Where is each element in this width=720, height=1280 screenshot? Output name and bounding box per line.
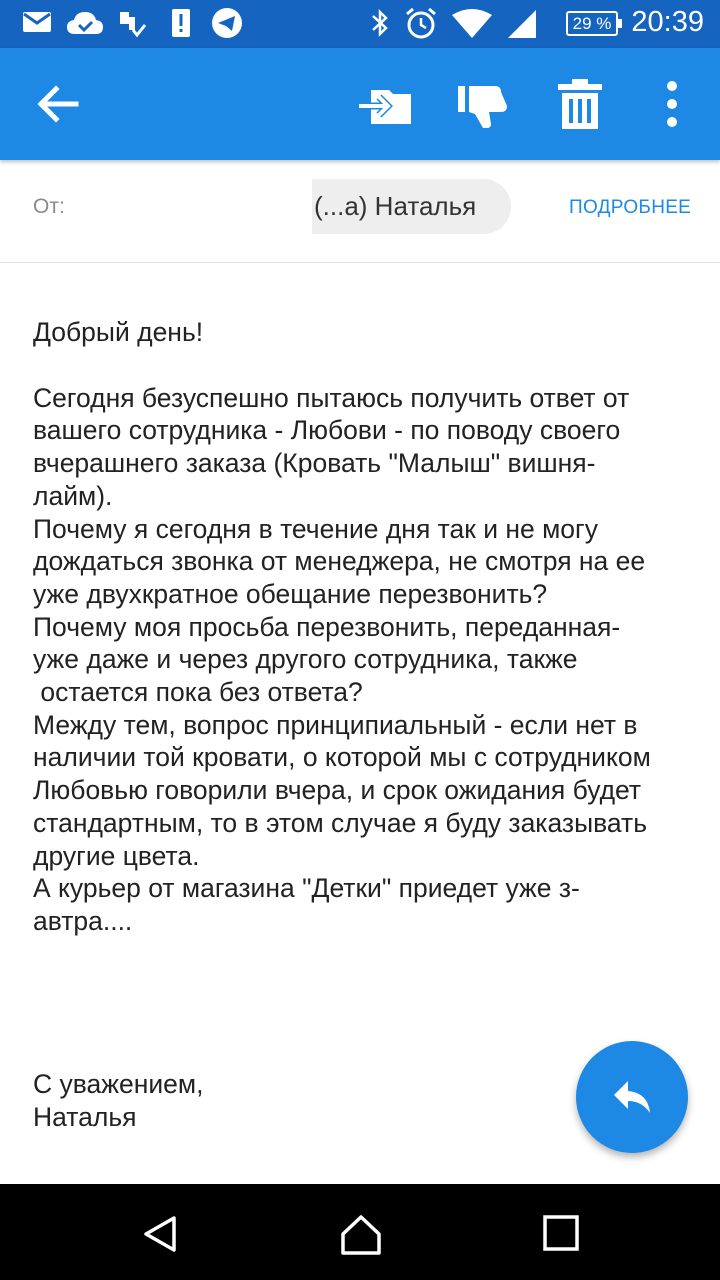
message-line: уже даже и через другого сотрудника, также [33,644,578,675]
move-to-folder-icon[interactable] [357,76,413,132]
sender-row [0,162,720,263]
signature-name: Наталья [33,1102,137,1132]
back-arrow-icon[interactable] [30,76,86,132]
message-line: дождаться звонка от менеджера, не смотря на ее [33,546,646,577]
status-bar [0,0,720,48]
spam-thumbs-down-icon[interactable] [455,76,511,132]
message-body [33,316,703,938]
message-line: стандартным, то в этом случае я буду заказывать [33,807,648,838]
navigation-bar [0,1184,720,1280]
app-bar [0,48,720,160]
greeting: Добрый день! [33,317,204,347]
more-vert-icon[interactable] [644,76,700,132]
battery-icon [566,11,618,36]
reply-icon [612,1079,652,1115]
clock: 20:39 [631,6,704,38]
message-line: автра.... [33,905,133,936]
nav-back-icon[interactable] [140,1214,180,1254]
message-line: лайм). [33,480,113,511]
sim-alert-icon [170,8,192,38]
message-line: Почему я сегодня в течение дня так и не могу [33,513,598,544]
message-line: Почему моя просьба перезвонить, переданная- [33,611,621,642]
reply-button[interactable] [576,1041,688,1153]
bluetooth-icon [370,8,390,38]
message-line: другие цвета. [33,840,200,871]
message-line: наличии той кровати, о которой мы с сотрудником [33,742,651,773]
sender-chip[interactable]: (...а) Наталья [312,179,511,234]
message-line: вашего сотрудника - Любови - по поводу своего [33,415,621,446]
usb-debug-icon [118,10,146,38]
cloud-sync-icon [66,10,104,36]
nav-home-icon[interactable] [340,1214,382,1256]
message-line: Между тем, вопрос принципиальный - если нет в [33,709,638,740]
from-label: От: [33,195,65,218]
message-line: Любовью говорили вчера, и срок ожидания будет [33,775,642,806]
message-line: остается пока без ответа? [33,677,363,708]
trash-icon[interactable] [552,76,608,132]
message-line: уже двухкратное обещание перезвонить? [33,578,548,609]
message-line: Сегодня безуспешно пытаюсь получить ответ от [33,382,630,413]
wifi-icon [452,9,492,39]
message-line: вчерашнего заказа (Кровать "Малыш" вишня- [33,448,596,479]
message-line: А курьер от магазина "Детки" приедет уже з- [33,873,580,904]
mail-icon [22,10,52,34]
battery-level: 29 % [572,14,612,33]
closing: С уважением, [33,1069,204,1099]
details-button[interactable]: ПОДРОБНЕЕ [569,197,692,218]
telegram-icon [211,7,243,39]
signature-block [33,1068,433,1134]
signal-icon [506,9,538,39]
nav-recents-icon[interactable] [542,1214,580,1252]
alarm-icon [404,6,438,40]
